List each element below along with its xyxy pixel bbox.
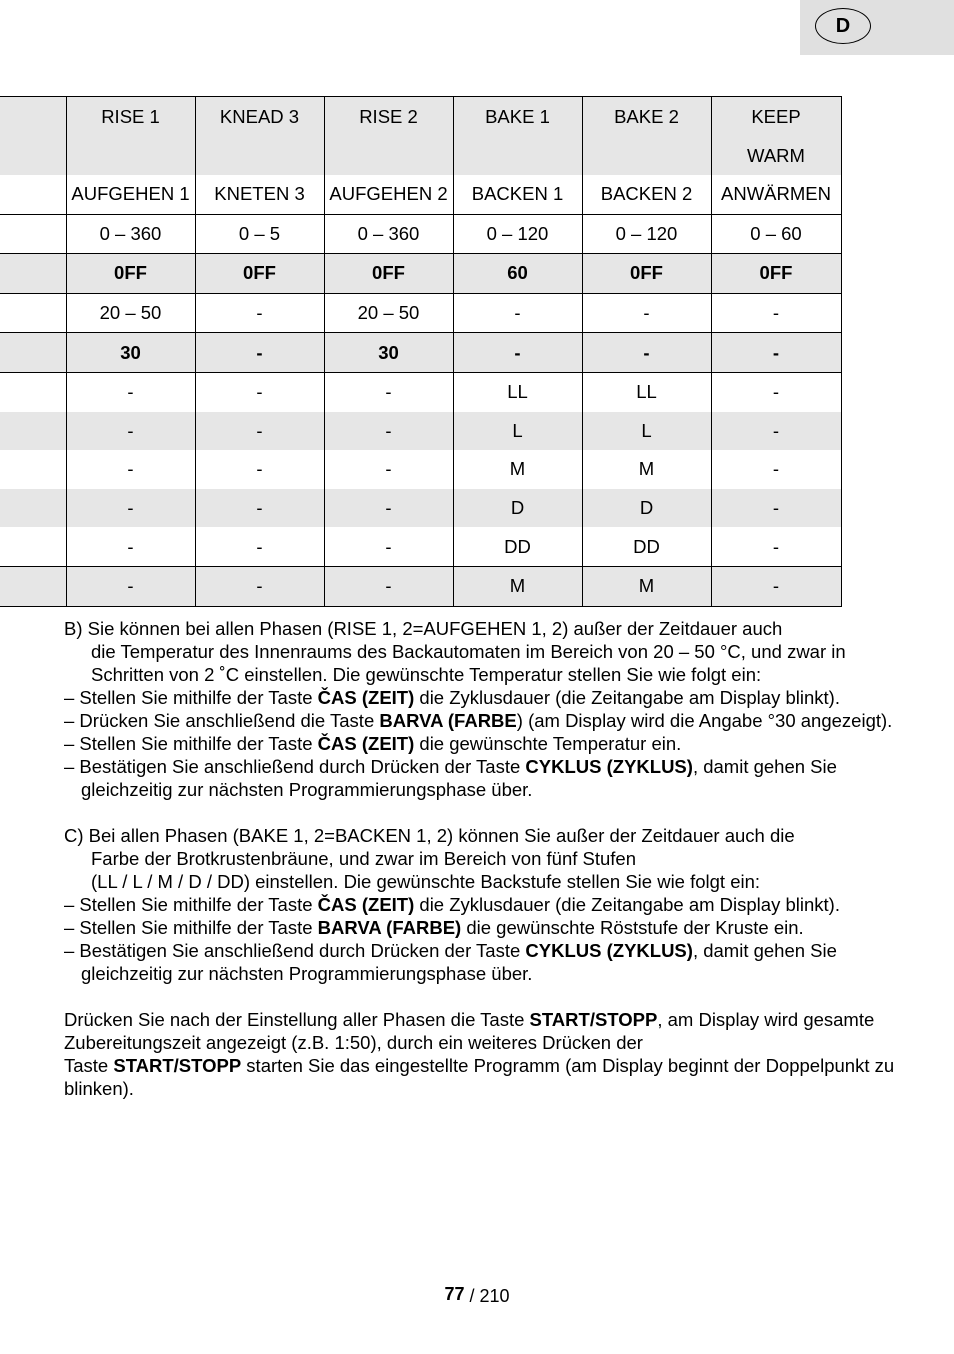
table-cell: DD [453, 527, 582, 566]
section-b-step: – Stellen Sie mithilfe der Taste ČAS (ZEIT) die Zyklusdauer (die Zeitangabe am Display blinkt). [64, 687, 840, 708]
header-row [0, 97, 841, 176]
table-row [0, 450, 841, 489]
row-label-cell [0, 450, 66, 489]
page-footer [0, 1286, 954, 1307]
table-cell: L [582, 412, 711, 451]
table-cell: - [582, 293, 711, 333]
table-cell: - [324, 372, 453, 411]
table-cell: - [711, 489, 841, 528]
table-cell: 20 – 50 [324, 293, 453, 333]
phase-header: KNEAD 3 [195, 97, 324, 176]
table-cell: 0 – 120 [453, 214, 582, 254]
german-row [0, 175, 841, 214]
table-cell: - [324, 566, 453, 606]
phase-german: BACKEN 2 [582, 175, 711, 214]
row-label-cell [0, 489, 66, 528]
table-cell: - [195, 293, 324, 333]
section-c-step: – Stellen Sie mithilfe der Taste BARVA (FARBE) die gewünschte Röststufe der Kruste ein. [64, 917, 804, 938]
table-cell: 30 [66, 333, 195, 373]
table-cell: 0 – 360 [324, 214, 453, 254]
table-cell: D [582, 489, 711, 528]
table-cell: 0 – 5 [195, 214, 324, 254]
table-cell: - [711, 372, 841, 411]
table-cell: - [324, 450, 453, 489]
table-cell: - [711, 293, 841, 333]
table-cell: 0 – 60 [711, 214, 841, 254]
table-cell: - [711, 450, 841, 489]
row-label-cell [0, 97, 66, 176]
table-cell: M [453, 450, 582, 489]
table-cell: LL [582, 372, 711, 411]
table-cell: - [324, 412, 453, 451]
phase-header [711, 97, 841, 176]
table-row [0, 293, 841, 333]
table-cell: - [195, 333, 324, 373]
phase-header: RISE 2 [324, 97, 453, 176]
table-row [0, 527, 841, 566]
row-label-cell [0, 566, 66, 606]
language-tab [800, 0, 954, 55]
final-paragraph-cont: Taste START/STOPP starten Sie das eingestellte Programm (am Display beginnt der Doppelpunkt zu blinken). [64, 1055, 895, 1099]
table-cell: - [66, 450, 195, 489]
table-cell: M [582, 450, 711, 489]
table-cell: D [453, 489, 582, 528]
table-row [0, 489, 841, 528]
table-row [0, 333, 841, 373]
table-cell: - [66, 489, 195, 528]
table-cell: DD [582, 527, 711, 566]
final-paragraph: Drücken Sie nach der Einstellung aller Phasen die Taste START/STOPP, am Display wird gesamte Zubereitungszeit angezeigt (z.B. 1:50), durch ein weiteres Drücken der [64, 1009, 875, 1053]
table-cell: 0 – 120 [582, 214, 711, 254]
table-cell: - [195, 566, 324, 606]
table-cell: 0FF [195, 254, 324, 294]
page-number: 77 [444, 1284, 465, 1304]
section-b-step: – Drücken Sie anschließend die Taste BARVA (FARBE) (am Display wird die Angabe °30 angezeigt). [64, 710, 893, 731]
phase-header: BAKE 1 [453, 97, 582, 176]
section-b-intro-cont: die Temperatur des Innenraums des Backautomaten im Bereich von 20 – 50 °C, und zwar in Schritten von 2 ˚C einstellen. Die gewünschte Temperatur stellen Sie wie folgt ein: [91, 641, 846, 685]
phase-header-line2: WARM [747, 145, 805, 166]
table-cell: 60 [453, 254, 582, 294]
phase-german: AUFGEHEN 1 [66, 175, 195, 214]
table-cell: - [195, 412, 324, 451]
table-row [0, 372, 841, 411]
table-cell: - [324, 489, 453, 528]
row-label-cell [0, 372, 66, 411]
table-cell: - [66, 566, 195, 606]
table-cell: 30 [324, 333, 453, 373]
section-b-step: – Bestätigen Sie anschließend durch Drücken der Taste CYKLUS (ZYKLUS), damit gehen Sie gleichzeitig zur nächsten Programmierungsphase über. [64, 756, 837, 800]
row-label-cell [0, 214, 66, 254]
table-row [0, 566, 841, 606]
table-cell: 0FF [66, 254, 195, 294]
row-label-cell [0, 175, 66, 214]
table-cell: 0FF [324, 254, 453, 294]
table-cell: - [711, 333, 841, 373]
row-label-cell [0, 254, 66, 294]
section-c-step: – Stellen Sie mithilfe der Taste ČAS (ZEIT) die Zyklusdauer (die Zeitangabe am Display blinkt). [64, 894, 840, 915]
table-row [0, 214, 841, 254]
section-c-step: – Bestätigen Sie anschließend durch Drücken der Taste CYKLUS (ZYKLUS), damit gehen Sie gleichzeitig zur nächsten Programmierungsphase über. [64, 940, 837, 984]
table-cell: - [324, 527, 453, 566]
section-c-intro: C) Bei allen Phasen (BAKE 1, 2=BACKEN 1, 2) können Sie außer der Zeitdauer auch die [64, 825, 795, 846]
phase-german: ANWÄRMEN [711, 175, 841, 214]
phase-german: KNETEN 3 [195, 175, 324, 214]
table-cell: - [453, 333, 582, 373]
table-cell: - [66, 372, 195, 411]
table-cell: - [66, 527, 195, 566]
table-cell: M [582, 566, 711, 606]
table-cell: 0 – 360 [66, 214, 195, 254]
table-cell: - [66, 412, 195, 451]
table-cell: - [453, 293, 582, 333]
table-cell: 20 – 50 [66, 293, 195, 333]
table-cell: LL [453, 372, 582, 411]
table-cell: 0FF [582, 254, 711, 294]
phase-german: BACKEN 1 [453, 175, 582, 214]
phase-german: AUFGEHEN 2 [324, 175, 453, 214]
section-b-intro: B) Sie können bei allen Phasen (RISE 1, 2=AUFGEHEN 1, 2) außer der Zeitdauer auch [64, 618, 783, 639]
table-cell: - [195, 450, 324, 489]
page-total: / 210 [464, 1286, 510, 1306]
table-cell: - [582, 333, 711, 373]
table-cell: - [711, 566, 841, 606]
phase-header: RISE 1 [66, 97, 195, 176]
language-badge: D [815, 8, 871, 44]
row-label-cell [0, 527, 66, 566]
table-row [0, 254, 841, 294]
section-c-intro-levels: (LL / L / M / D / DD) einstellen. Die gewünschte Backstufe stellen Sie wie folgt ein: [91, 871, 761, 892]
section-b-step: – Stellen Sie mithilfe der Taste ČAS (ZEIT) die gewünschte Temperatur ein. [64, 733, 682, 754]
table-cell: - [711, 527, 841, 566]
phase-header: BAKE 2 [582, 97, 711, 176]
table-cell: L [453, 412, 582, 451]
table-cell: - [195, 372, 324, 411]
table-cell: 0FF [711, 254, 841, 294]
row-label-cell [0, 412, 66, 451]
row-label-cell [0, 293, 66, 333]
table-cell: - [195, 489, 324, 528]
table-cell: - [711, 412, 841, 451]
program-table [0, 96, 842, 607]
table-cell: - [195, 527, 324, 566]
instructions [64, 617, 904, 1100]
table-row [0, 412, 841, 451]
phase-header-line1: KEEP [751, 106, 801, 127]
row-label-cell [0, 333, 66, 373]
section-c-intro-cont: Farbe der Brotkrustenbräune, und zwar im Bereich von fünf Stufen [91, 848, 637, 869]
table-cell: M [453, 566, 582, 606]
